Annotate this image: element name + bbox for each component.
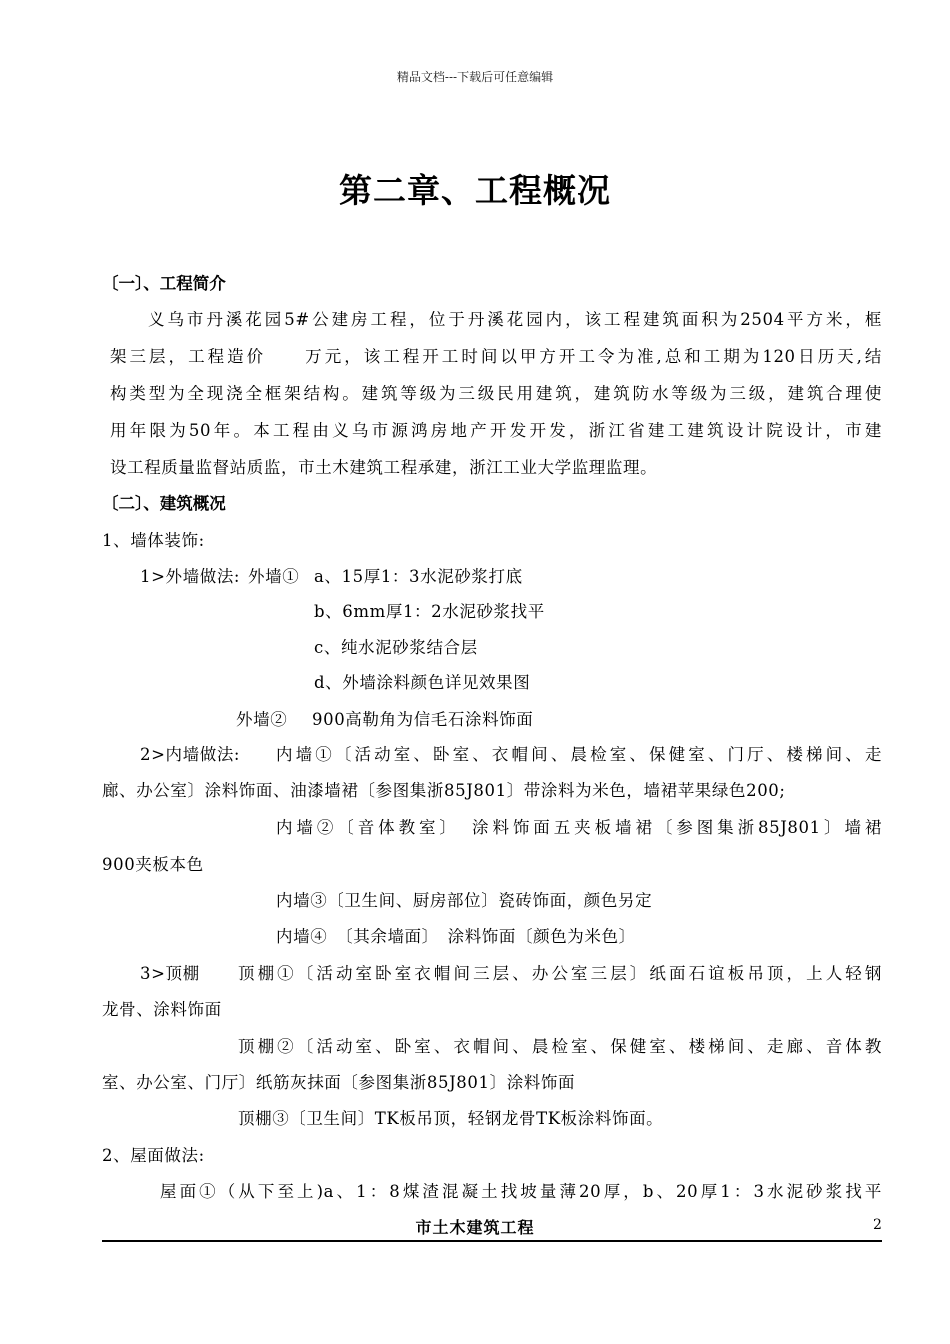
exterior-wall-c: c、纯水泥砂浆结合层 — [314, 638, 478, 657]
ceiling-label: 3>顶棚 — [140, 964, 200, 983]
paragraph-line-5: 设工程质量监督站质监，市土木建筑工程承建，浙江工业大学监理监理。 — [110, 458, 658, 477]
exterior-wall-d: d、外墙涂料颜色详见效果图 — [314, 673, 531, 692]
interior-wall-4: 内墙④ 〔其余墙面〕 涂料饰面〔颜色为米色〕 — [276, 927, 636, 946]
interior-wall-2-line-1: 内墙②〔音体教室〕 涂料饰面五夹板墙裙〔参图集浙85J801〕墙裙 — [276, 818, 882, 837]
item-roof: 2、屋面做法: — [102, 1146, 205, 1165]
exterior-wall-2-label: 外墙② — [236, 710, 288, 729]
paragraph-line-2: 架三层，工程造价 万元，该工程开工时间以甲方开工令为准,总和工期为120日历天,结 — [110, 347, 882, 366]
ceiling-3: 顶棚③〔卫生间〕TK板吊顶，轻钢龙骨TK板涂料饰面。 — [238, 1109, 664, 1128]
ceiling-2-line-2: 室、办公室、门厅〕纸筋灰抹面〔参图集浙85J801〕涂料饰面 — [102, 1073, 576, 1092]
paragraph-line-3: 构类型为全现浇全框架结构。建筑等级为三级民用建筑，建筑防水等级为三级，建筑合理使 — [110, 384, 882, 403]
interior-wall-1-line-2: 廊、办公室〕涂料饰面、油漆墙裙〔参图集浙85J801〕带涂料为米色，墙裙苹果绿色200; — [102, 781, 786, 800]
exterior-wall-b: b、6mm厚1：2水泥砂浆找平 — [314, 602, 545, 621]
exterior-wall-1-label: 外墙① — [248, 567, 300, 586]
paragraph-line-4: 用年限为50年。本工程由义乌市源鸿房地产开发开发，浙江省建工建筑设计院设计，市建 — [110, 421, 882, 440]
exterior-wall-2-text: 900高勒角为信毛石涂料饰面 — [312, 710, 534, 729]
chapter-title: 第二章、工程概况 — [339, 171, 611, 210]
page-header: 精品文档---下载后可任意编辑 — [396, 70, 554, 84]
interior-wall-1-line-1: 内墙①〔活动室、卧室、衣帽间、晨检室、保健室、门厅、楼梯间、走 — [276, 745, 882, 764]
exterior-wall-a: a、15厚1：3水泥砂浆打底 — [314, 567, 523, 586]
exterior-wall-label: 1>外墙做法: — [140, 567, 241, 586]
ceiling-2-line-1: 顶棚②〔活动室、卧室、衣帽间、晨检室、保健室、楼梯间、走廊、音体教 — [238, 1037, 882, 1056]
footer-rule — [102, 1240, 882, 1242]
page-number: 2 — [873, 1217, 882, 1233]
ceiling-1-line-2: 龙骨、涂料饰面 — [102, 1000, 222, 1019]
section-heading-building: 〔二〕、建筑概况 — [102, 494, 226, 513]
footer-company: 市土木建筑工程 — [415, 1218, 535, 1237]
ceiling-1-line-1: 顶棚①〔活动室卧室衣帽间三层、办公室三层〕纸面石谊板吊顶，上人轻钢 — [238, 964, 882, 983]
section-heading-overview: 〔一〕、工程简介 — [102, 274, 226, 293]
interior-wall-label: 2>内墙做法: — [140, 745, 241, 764]
roof-1: 屋面①（从下至上)a、1：8煤渣混凝土找坡量薄20厚，b、20厚1：3水泥砂浆找平 — [160, 1182, 882, 1201]
interior-wall-3: 内墙③〔卫生间、厨房部位〕瓷砖饰面，颜色另定 — [276, 891, 653, 910]
item-wall-decoration: 1、墙体装饰: — [102, 531, 205, 550]
paragraph-line-1: 义乌市丹溪花园5#公建房工程，位于丹溪花园内，该工程建筑面积为2504平方米，框 — [148, 310, 882, 329]
interior-wall-2-line-2: 900夹板本色 — [102, 855, 204, 874]
